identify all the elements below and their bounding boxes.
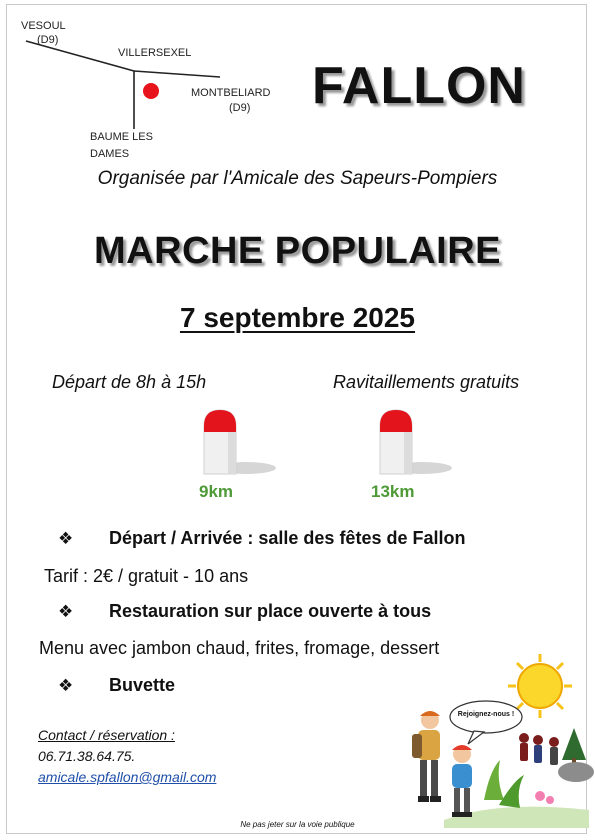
organizer-line: Organisée par l'Amicale des Sapeurs-Pompiers xyxy=(97,168,498,189)
bullet-food xyxy=(58,601,431,622)
map-label-baume-2: DAMES xyxy=(90,148,130,160)
milestone-icon-13km xyxy=(374,408,454,480)
menu-line: Menu avec jambon chaud, frites, fromage, dessert xyxy=(39,638,440,658)
route-distance-9km: 9km xyxy=(199,482,234,501)
map-label-vesoul-road: (D9) xyxy=(37,34,59,46)
page-title: FALLON xyxy=(312,57,526,115)
refreshments: Ravitaillements gratuits xyxy=(333,372,520,392)
route-distance-13km: 13km xyxy=(371,482,415,501)
map-label-vesoul: VESOUL xyxy=(21,20,66,32)
food-text: Restauration sur place ouverte à tous xyxy=(109,601,432,621)
milestone-icon-9km xyxy=(198,408,278,480)
hikers-illustration xyxy=(404,650,594,828)
event-name: MARCHE POPULAIRE xyxy=(93,230,502,272)
bullet-icon: ❖ xyxy=(58,528,74,548)
map-label-montbeliard: MONTBELIARD xyxy=(191,87,271,99)
road-montbeliard xyxy=(134,71,220,77)
hiker-figure xyxy=(412,711,441,802)
map-label-baume-1: BAUME LES xyxy=(90,131,153,143)
price-line: Tarif : 2€ / gratuit - 10 ans xyxy=(44,566,249,586)
footer-notice: Ne pas jeter sur la voie publique xyxy=(240,820,355,829)
start-finish-text: Départ / Arrivée : salle des fêtes de Fallon xyxy=(109,528,466,548)
departure-time: Départ de 8h à 15h xyxy=(52,372,207,392)
bullet-icon: ❖ xyxy=(58,675,74,695)
event-date-text: 7 septembre 2025 xyxy=(179,302,416,333)
bullet-icon: ❖ xyxy=(58,601,74,621)
fallon-location-marker xyxy=(143,83,159,99)
map-label-montbeliard-road: (D9) xyxy=(229,102,251,114)
bullet-bar xyxy=(58,675,175,696)
contact-label: Contact / réservation : xyxy=(38,727,175,743)
contact-phone[interactable]: 06.71.38.64.75. xyxy=(38,748,136,764)
contact-email-link[interactable]: amicale.spfallon@gmail.com xyxy=(38,769,217,785)
child-hiker-figure xyxy=(452,745,472,817)
event-date xyxy=(0,302,595,334)
sun-icon xyxy=(508,654,572,718)
speech-bubble xyxy=(450,701,522,744)
bar-text: Buvette xyxy=(109,675,176,695)
map-label-villersexel: VILLERSEXEL xyxy=(118,47,192,59)
speech-bubble-text: Rejoignez-nous ! xyxy=(457,711,515,718)
bullet-start-finish xyxy=(58,528,465,549)
